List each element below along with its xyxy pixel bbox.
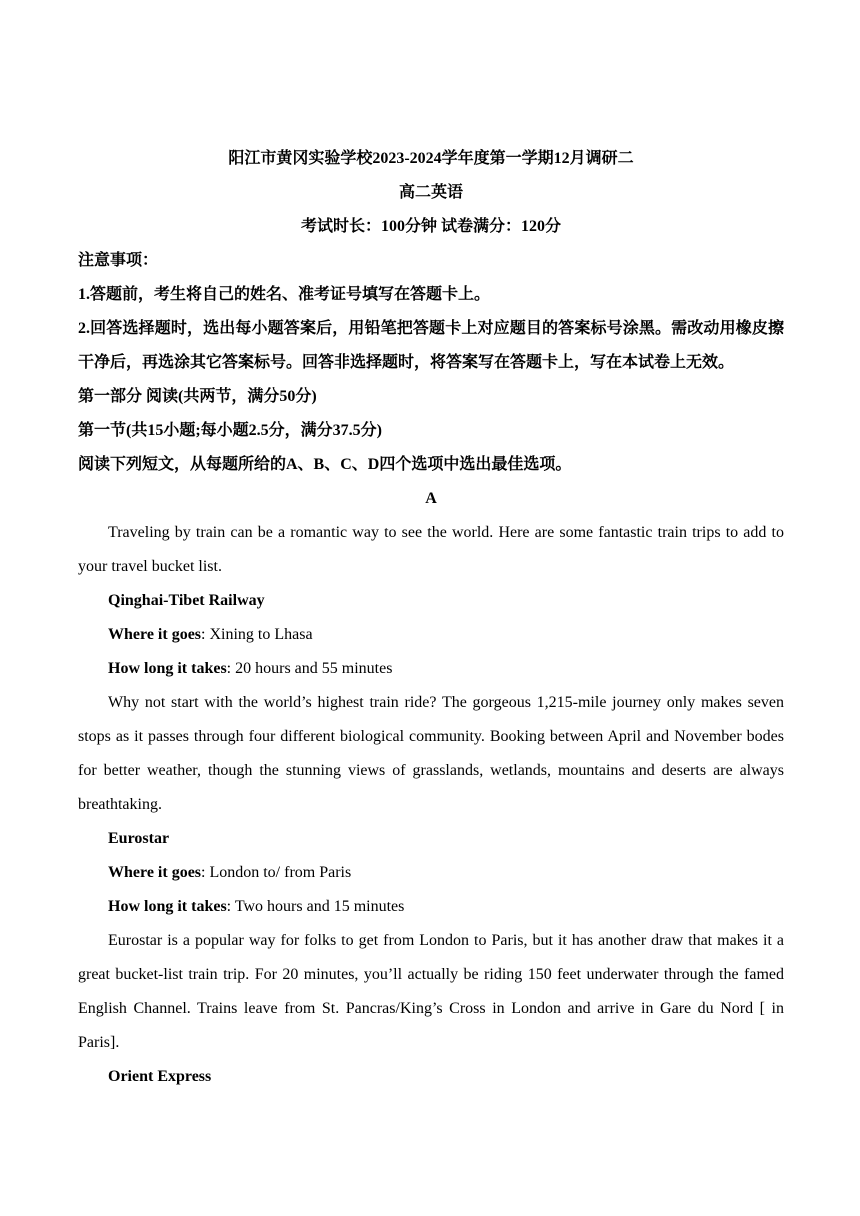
trip-1-description: Why not start with the world’s highest train ride? The gorgeous 1,215-mile journey only makes seven stops as it passes through four different biological community. Booking between April and November bodes for better weather, though the stunning views of grasslands, wetlands, mountains and deserts are always breathtaking. — [78, 694, 784, 813]
how-label: How long it takes — [108, 898, 227, 915]
exam-title: 阳江市黄冈实验学校2023-2024学年度第一学期12月调研二 — [228, 150, 634, 167]
where-label: Where it goes — [108, 626, 202, 643]
trip-1-duration — [78, 652, 784, 686]
passage-intro: Traveling by train can be a romantic way to see the world. Here are some fantastic train trips to add to your travel bucket list. — [78, 524, 784, 575]
section-1-heading: 第一节(共15小题;每小题2.5分，满分37.5分) — [78, 422, 382, 439]
reading-instruction: 阅读下列短文，从每题所给的A、B、C、D四个选项中选出最佳选项。 — [78, 456, 572, 473]
exam-page — [78, 142, 784, 1094]
trip-2-where — [78, 856, 784, 890]
trip-2-duration-value: : Two hours and 15 minutes — [226, 898, 405, 915]
notes-item-2: 2.回答选择题时，选出每小题答案后，用铅笔把答题卡上对应题目的答案标号涂黑。需改动用橡皮擦干净后，再选涂其它答案标号。回答非选择题时，将答案写在答题卡上，写在本试卷上无效。 — [78, 320, 784, 371]
passage-label: A — [425, 490, 437, 507]
trip-2-where-value: : London to/ from Paris — [201, 864, 352, 881]
part-1-heading: 第一部分 阅读(共两节，满分50分) — [78, 388, 317, 405]
trip-2-name: Eurostar — [108, 830, 170, 847]
trip-1-name: Qinghai-Tibet Railway — [108, 592, 265, 609]
how-label: How long it takes — [108, 660, 227, 677]
trip-2-duration — [78, 890, 784, 924]
exam-info: 考试时长：100分钟 试卷满分：120分 — [300, 218, 561, 235]
trip-3-name: Orient Express — [108, 1068, 212, 1085]
notes-item-1: 1.答题前，考生将自己的姓名、准考证号填写在答题卡上。 — [78, 286, 491, 303]
trip-1-where-value: : Xining to Lhasa — [201, 626, 313, 643]
trip-1-where — [78, 618, 784, 652]
notes-heading: 注意事项： — [78, 252, 159, 269]
where-label: Where it goes — [108, 864, 202, 881]
trip-2-description: Eurostar is a popular way for folks to get from London to Paris, but it has another draw that makes it a great bucket-list train trip. For 20 minutes, you’ll actually be riding 150 feet underwater through the famed English Channel. Trains leave from St. Pancras/King’s Cross in London and arrive in Gare du Nord [ in Paris]. — [78, 932, 784, 1051]
exam-subject: 高二英语 — [398, 184, 463, 201]
trip-1-duration-value: : 20 hours and 55 minutes — [226, 660, 393, 677]
